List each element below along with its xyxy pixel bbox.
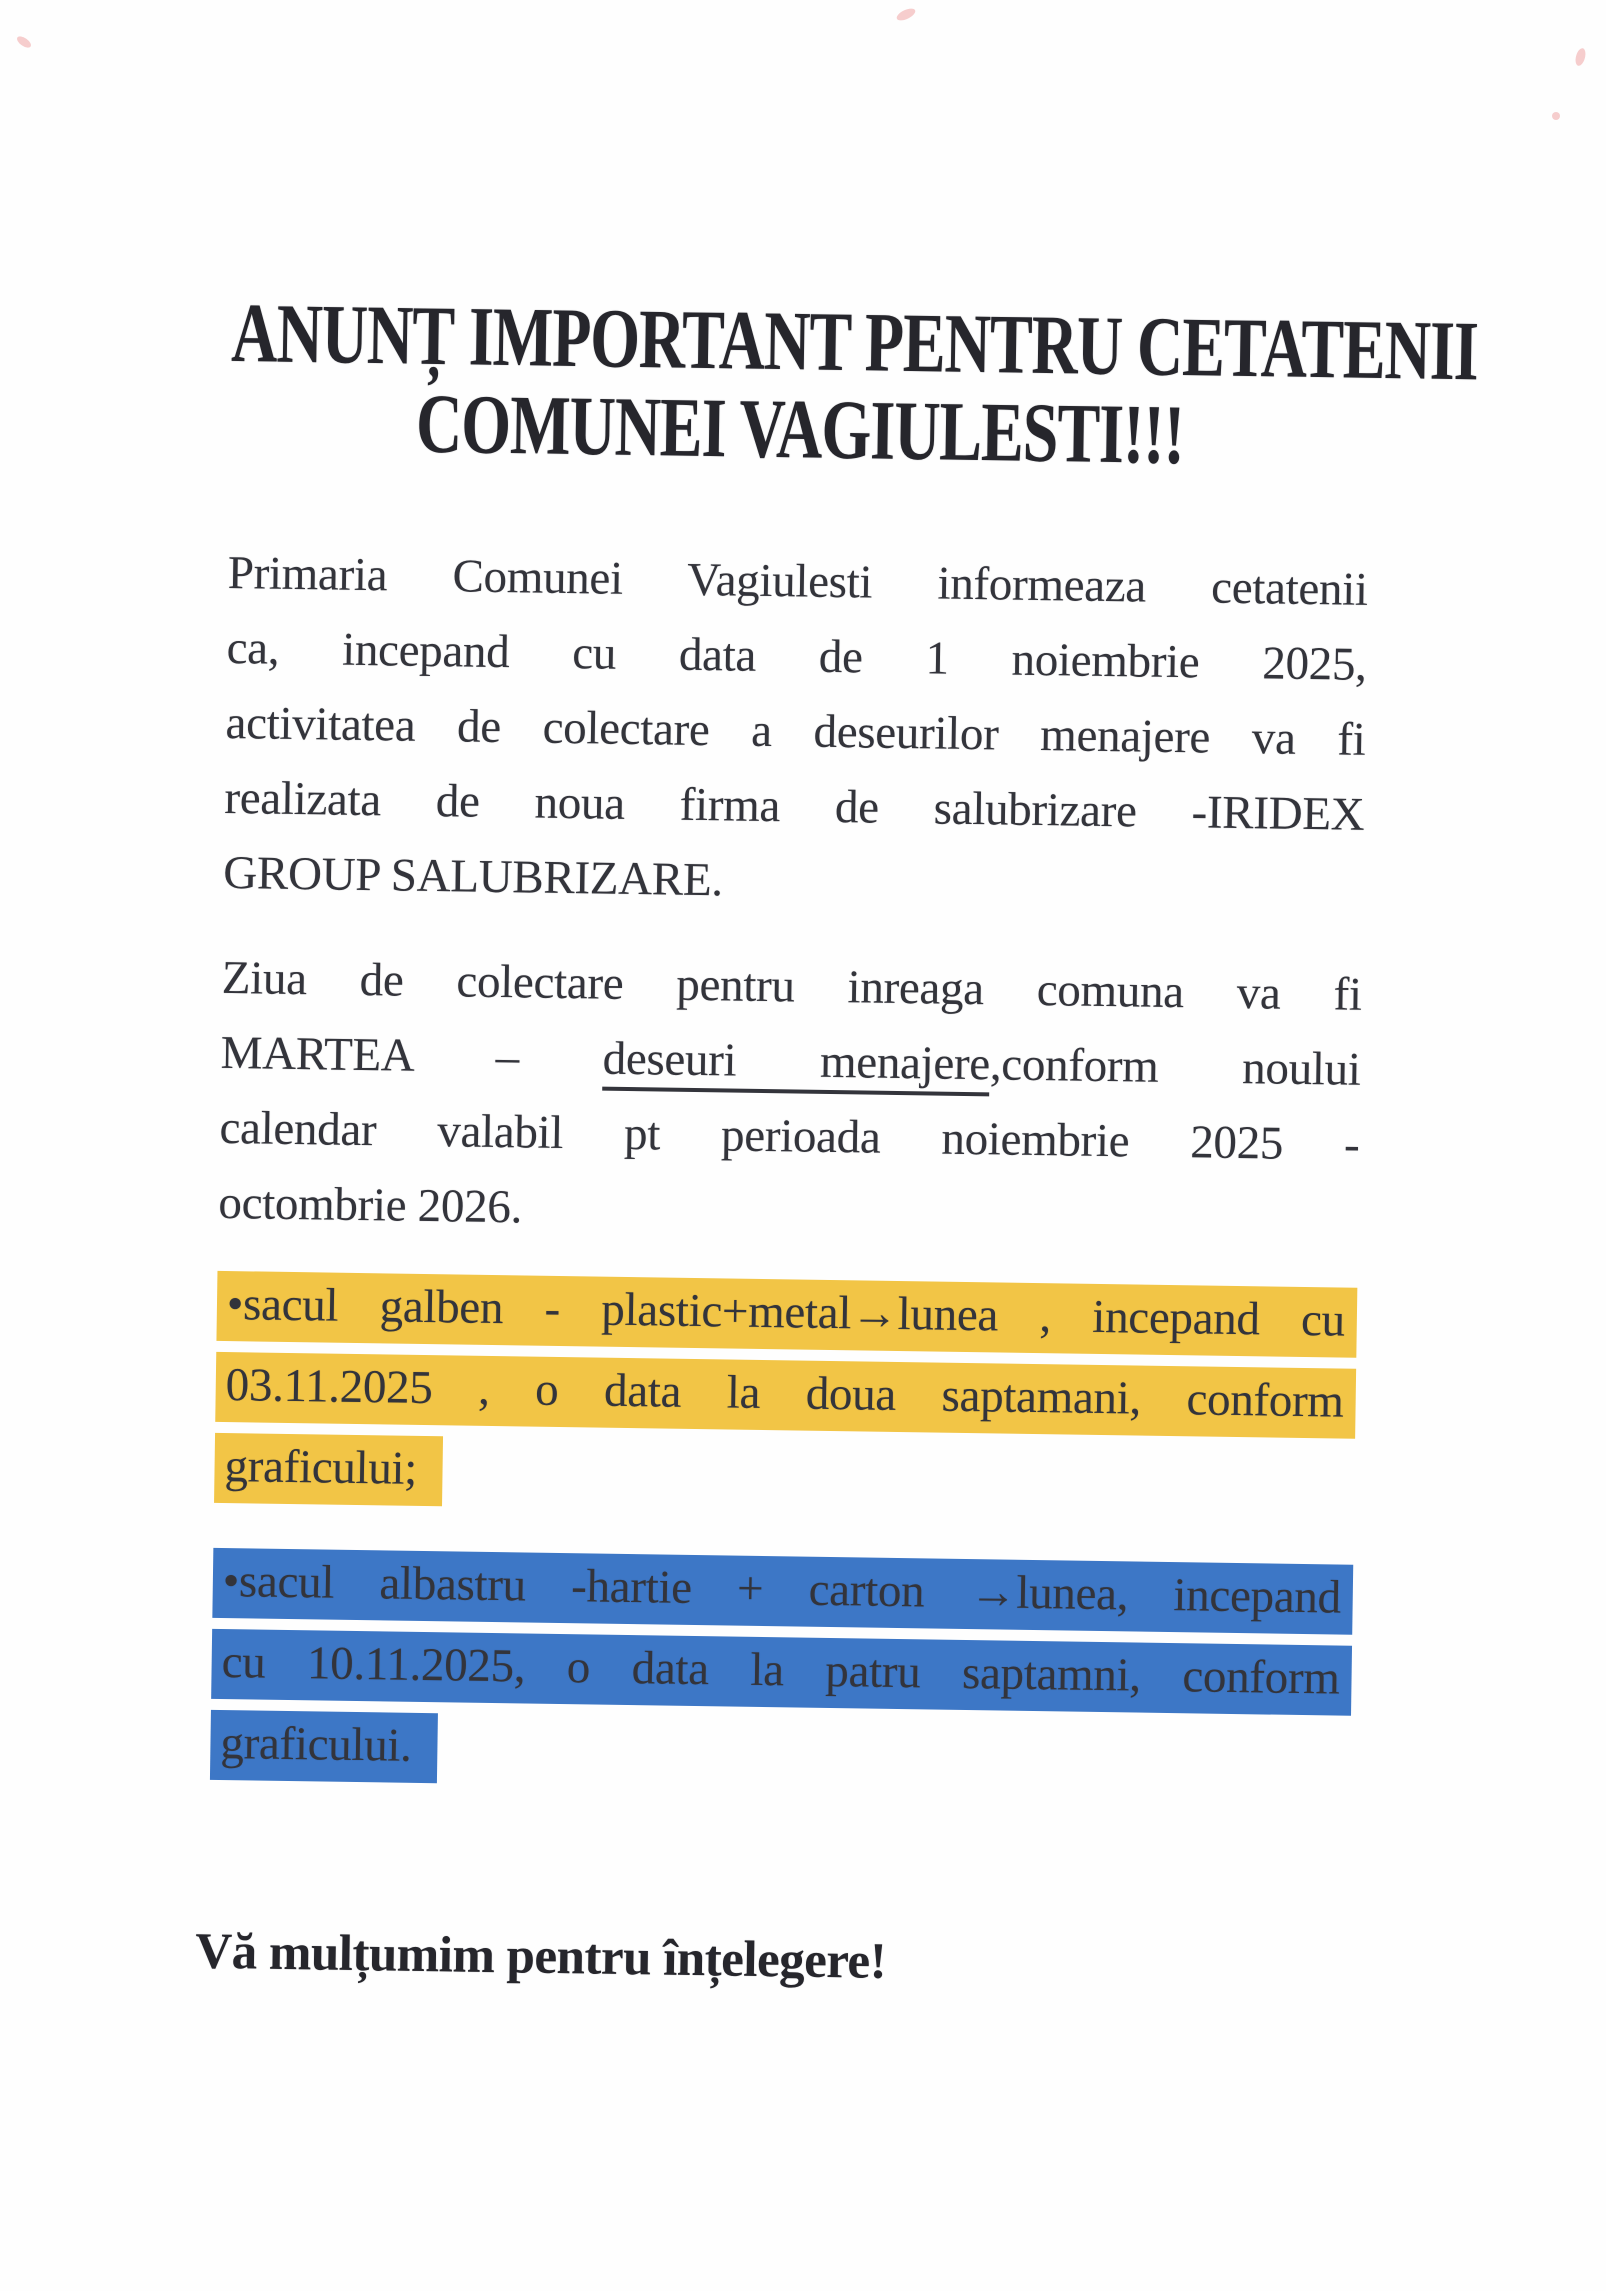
paragraph-intro-line: Primaria Comunei Vagiulesti informeaza cetatenii <box>227 546 1369 616</box>
paragraph-collection-line: octombrie 2026. <box>218 1176 523 1234</box>
paragraph-intro <box>223 536 1368 928</box>
closing-thanks-note: Vă mulțumim pentru înțelegere! <box>194 1923 887 1990</box>
paragraph-collection-line: Ziua de colectare pentru inreaga comuna va fi <box>221 951 1363 1021</box>
title-line-2: COMUNEI VAGIULESTI!!! <box>415 376 1185 482</box>
red-scan-mark <box>895 6 917 23</box>
page-title <box>229 285 1479 485</box>
paragraph-intro-line: GROUP SALUBRIZARE. <box>222 846 724 907</box>
red-scan-mark <box>15 34 33 50</box>
paragraph-intro-line: activitatea de colectare a deseurilor menajere va fi <box>225 696 1366 766</box>
yellow-highlight-line: 03.11.2025 , o data la doua saptamani, conform <box>215 1352 1356 1439</box>
collection-day-prefix: MARTEA – <box>220 1026 604 1085</box>
red-scan-mark <box>1552 112 1560 120</box>
document-content <box>194 285 1479 1998</box>
yellow-highlight-line: graficului; <box>214 1433 443 1506</box>
underlined-waste-type: deseuri menajere <box>602 1033 990 1097</box>
blue-highlight-line: cu 10.11.2025, o data la patru saptamni, conform <box>211 1629 1352 1716</box>
collection-day-suffix: ,conform noului <box>989 1038 1361 1096</box>
paragraph-collection-day <box>218 941 1362 1258</box>
title-line-1: ANUNȚ IMPORTANT PENTRU CETATENII <box>230 285 1479 398</box>
paragraph-intro-line: ca, incepand cu data de 1 noiembrie 2025, <box>226 621 1367 691</box>
highlight-yellow-sack-schedule <box>214 1271 1357 1531</box>
blue-highlight-line: graficului. <box>210 1710 438 1783</box>
paragraph-intro-line: realizata de noua firma de salubrizare -IRIDEX <box>224 771 1365 841</box>
highlight-blue-sack-schedule <box>210 1548 1353 1808</box>
red-scan-mark <box>1574 47 1587 67</box>
yellow-highlight-line: •sacul galben - plastic+metal→lunea , incepand cu <box>216 1271 1357 1358</box>
blue-highlight-line: •sacul albastru -hartie + carton →lunea, incepand <box>212 1548 1353 1635</box>
paragraph-collection-line: calendar valabil pt perioada noiembrie 2025 - <box>219 1101 1360 1171</box>
